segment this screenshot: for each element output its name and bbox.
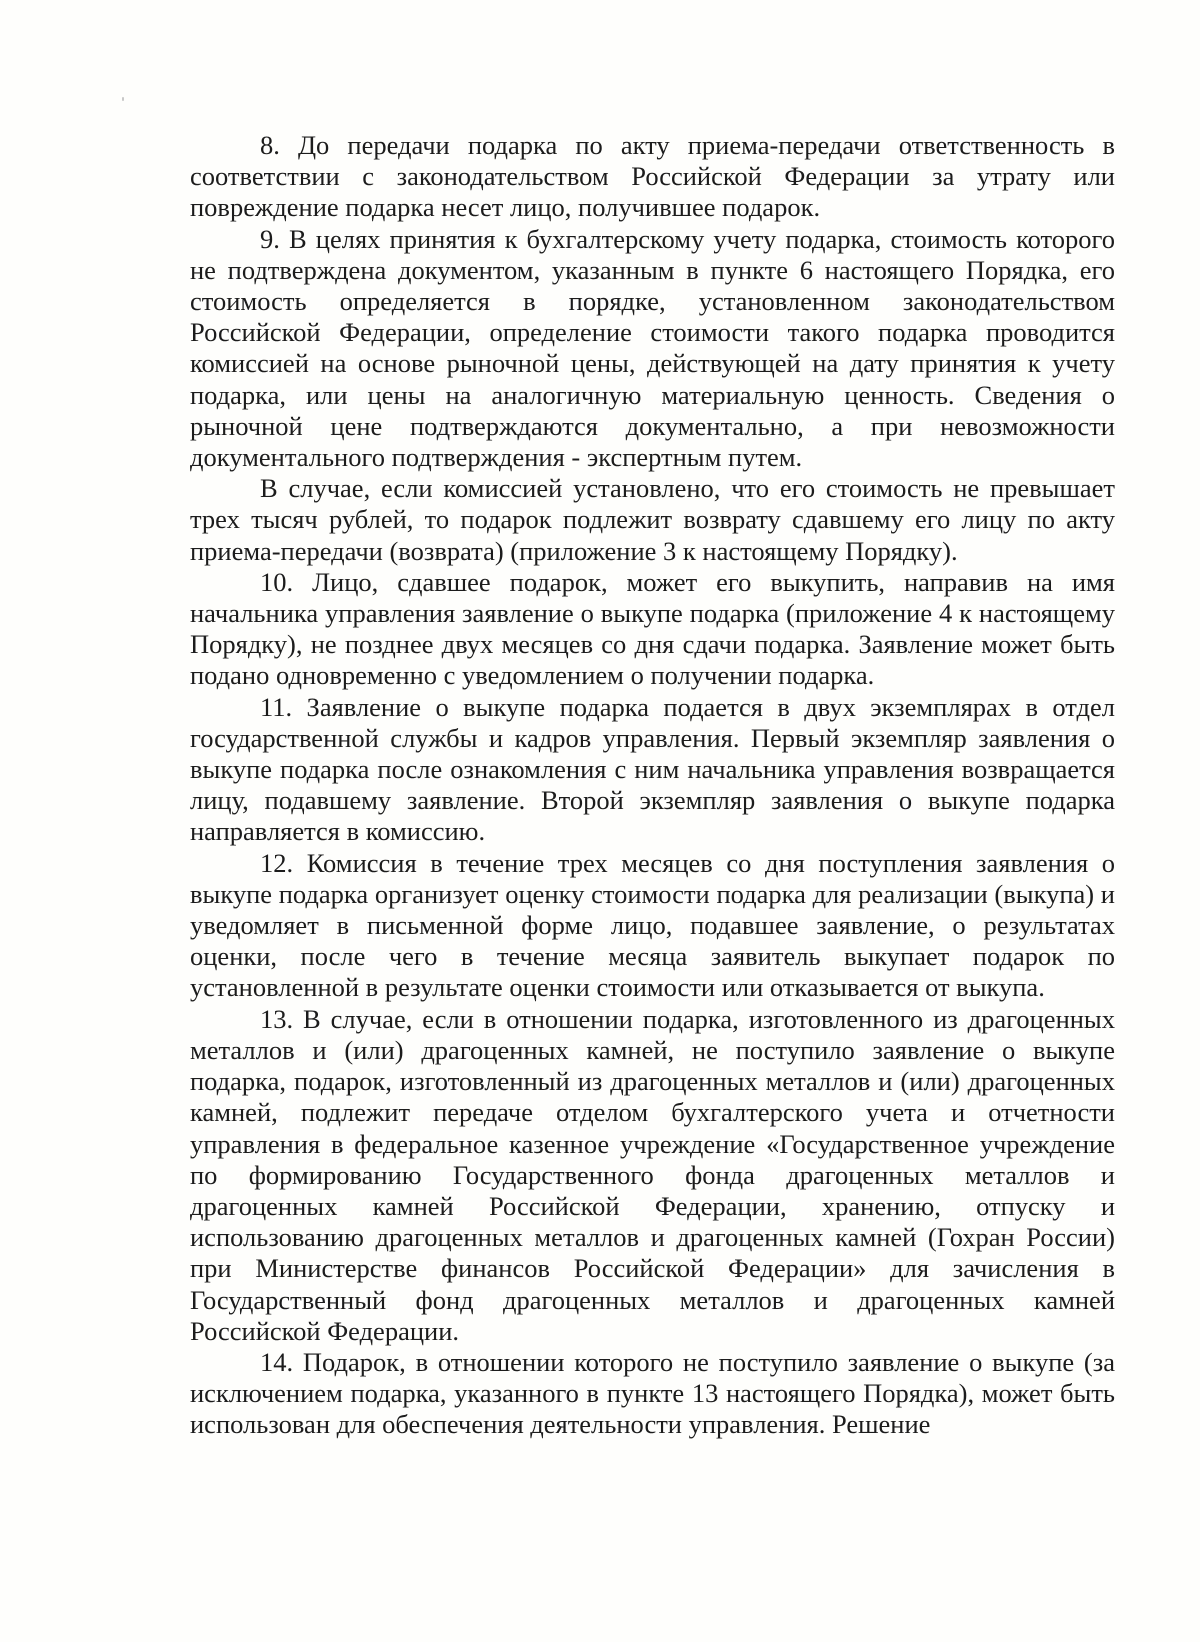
document-body (190, 130, 1115, 1441)
scan-artifact (122, 97, 124, 101)
paragraph-item-10: 10. Лицо, сдавшее подарок, может его выкупить, направив на имя начальника управления заявление о выкупе подарка (приложение 4 к настоящему Порядку), не позднее двух месяцев со дня сдачи подарка. Заявление может быть подано одновременно с уведомлением о получении подарка. (190, 566, 1115, 691)
paragraph-item-9: 9. В целях принятия к бухгалтерскому учету подарка, стоимость которого не подтверждена документом, указанным в пункте 6 настоящего Порядка, его стоимость определяется в порядке, установленном законодательством Российской Федерации, определение стоимости такого подарка проводится комиссией на основе рыночной цены, действующей на дату принятия к учету подарка, или цены на аналогичную материальную ценность. Сведения о рыночной цене подтверждаются документально, а при невозможности документального подтверждения - экспертным путем. (190, 223, 1115, 473)
paragraph-item-11: 11. Заявление о выкупе подарка подается в двух экземплярах в отдел государственной службы и кадров управления. Первый экземпляр заявления о выкупе подарка после ознакомления с ним начальника управления возвращается лицу, подавшему заявление. Второй экземпляр заявления о выкупе подарка направляется в комиссию. (190, 691, 1115, 847)
paragraph-item-14: 14. Подарок, в отношении которого не поступило заявление о выкупе (за исключением подарка, указанного в пункте 13 настоящего Порядка), может быть использован для обеспечения деятельности управления. Решение (190, 1346, 1115, 1440)
paragraph-item-8: 8. До передачи подарка по акту приема-передачи ответственность в соответствии с законодательством Российской Федерации за утрату или повреждение подарка несет лицо, получившее подарок. (190, 130, 1115, 223)
paragraph-item-13: 13. В случае, если в отношении подарка, изготовленного из драгоценных металлов и (или) драгоценных камней, не поступило заявление о выкупе подарка, подарок, изготовленный из драгоценных металлов и (или) драгоценных камней, подлежит передаче отделом бухгалтерского учета и отчетности управления в федеральное казенное учреждение «Государственное учреждение по формированию Государственного фонда драгоценных металлов и драгоценных камней Российской Федерации, хранению, отпуску и использованию драгоценных металлов и драгоценных камней (Гохран России) при Министерстве финансов Российской Федерации» для зачисления в Государственный фонд драгоценных металлов и драгоценных камней Российской Федерации. (190, 1003, 1115, 1346)
paragraph-item-9-continued: В случае, если комиссией установлено, что его стоимость не превышает трех тысяч рублей, то подарок подлежит возврату сдавшему его лицу по акту приема-передачи (возврата) (приложение 3 к настоящему Порядку). (190, 473, 1115, 566)
paragraph-item-12: 12. Комиссия в течение трех месяцев со дня поступления заявления о выкупе подарка организует оценку стоимости подарка для реализации (выкупа) и уведомляет в письменной форме лицо, подавшее заявление, о результатах оценки, после чего в течение месяца заявитель выкупает подарок по установленной в результате оценки стоимости или отказывается от выкупа. (190, 847, 1115, 1003)
